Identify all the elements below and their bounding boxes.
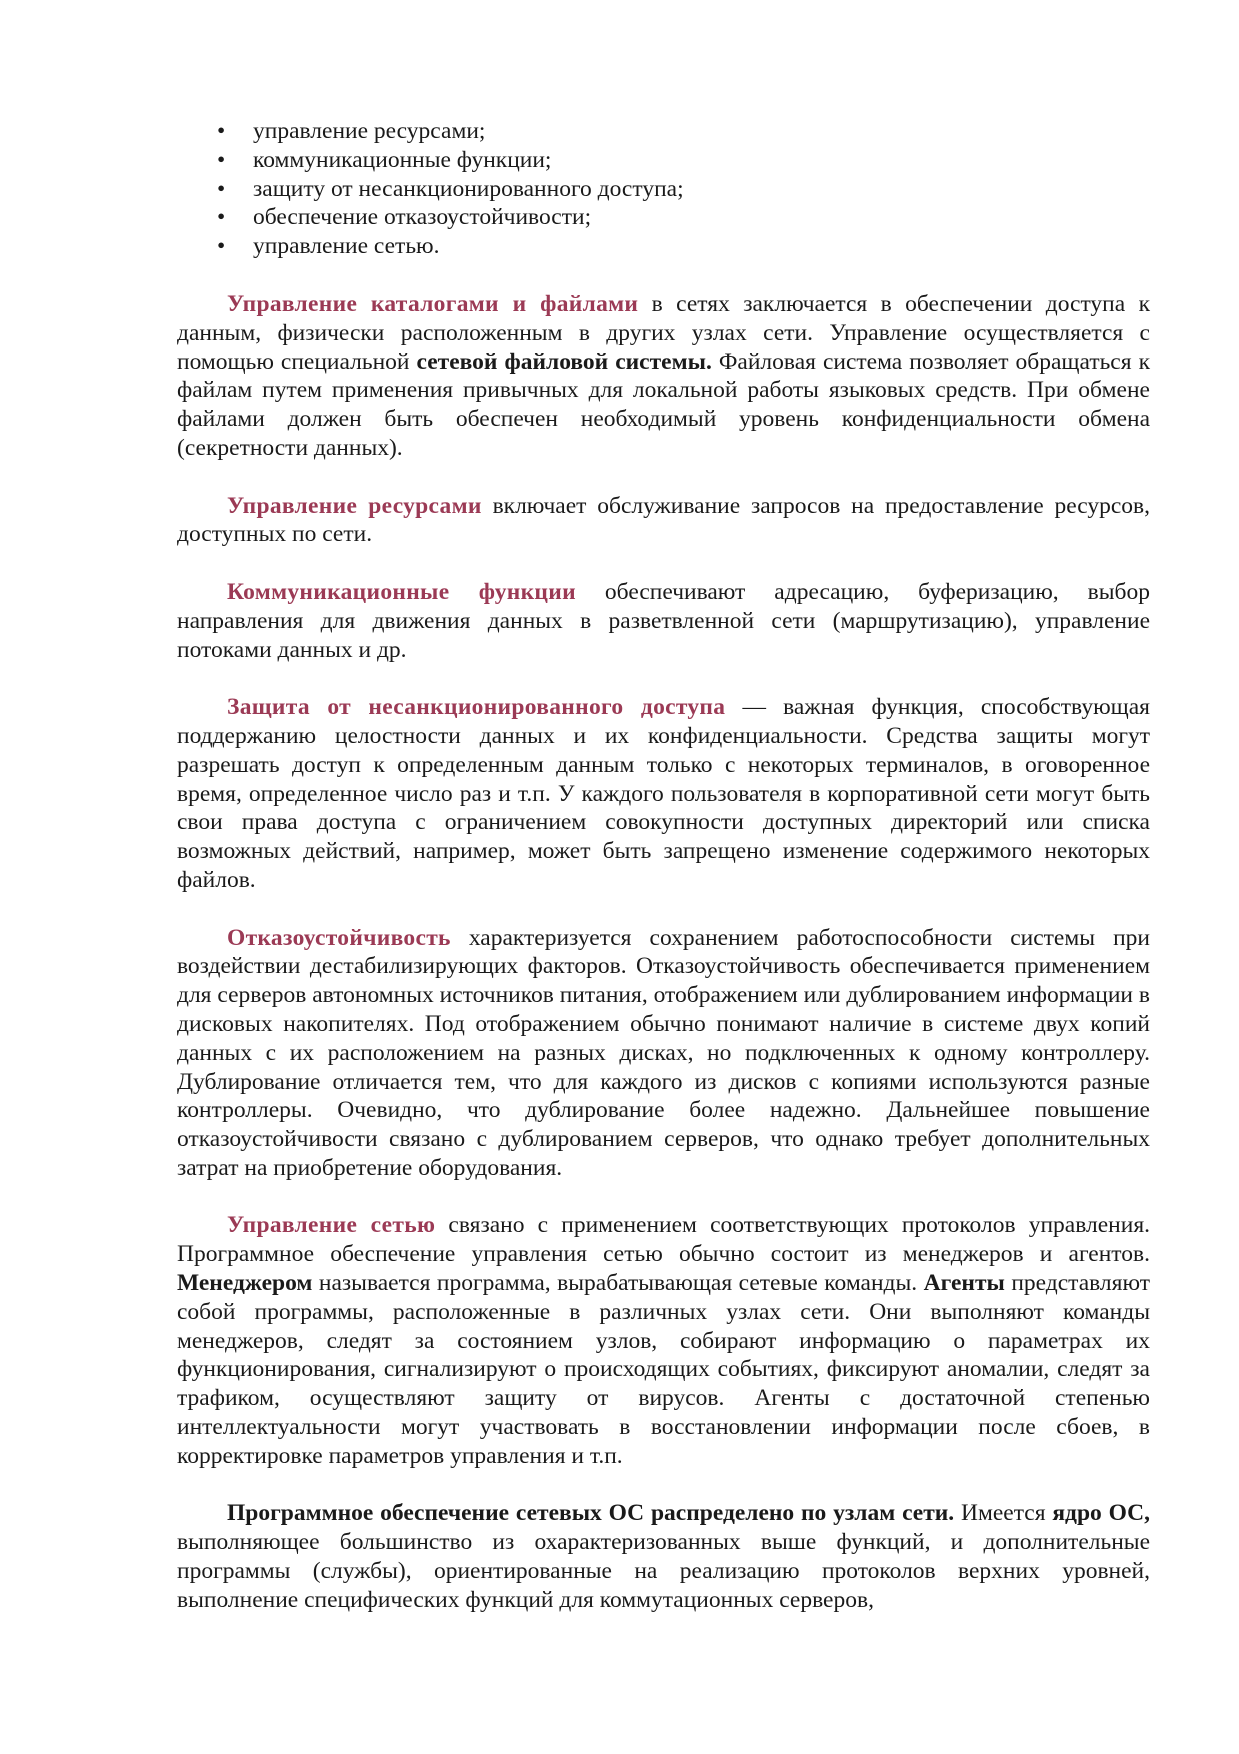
bold-term: Агенты [923,1270,1005,1297]
document-page [177,117,1150,1615]
paragraph-text: обеспечивают адресацию, буферизацию, выбор направления для движения данных в разветвленной сети (маршрутизацию), управление потоками данных и др. [177,578,1151,663]
paragraph-communication-functions [177,578,1150,664]
term-heading: Отказоустойчивость [227,924,451,951]
term-heading: Управление ресурсами [227,492,482,519]
list-item-text: управление ресурсами; [253,118,486,144]
list-item-text: защиту от несанкционированного доступа; [253,175,684,202]
paragraph-text: характеризуется сохранением работоспособности системы при воздействии дестабилизирующих факторов. Отказоустойчивость обеспечивается применением для серверов автономных источников питания, отображением или дублированием информации в дисковых накопителях. Под отображением обычно понимают наличие в системе двух копий данных с их расположением на разных дисках, но подключенных к одному контроллеру. Дублирование отличается тем, что для каждого из дисков с копиями используются разные контроллеры. Очевидно, что дублирование более надежно. Дальнейшее повышение отказоустойчивости связано с дублированием серверов, что однако требует дополнительных затрат на приобретение оборудования. [177,924,1150,1181]
bullet-icon: • [217,146,226,173]
list-item [177,146,1150,175]
list-item-text: коммуникационные функции; [253,146,552,173]
list-item [177,117,1150,146]
bold-term: ядро ОС, [1052,1500,1150,1527]
paragraph-text: — важная функция, способствующая поддержанию целостности данных и их конфиденциальности. Средства защиты могут разрешать доступ к определенным данным только с некоторых терминалов, в оговоренное время, определенное число раз и т.п. У каждого пользователя в корпоративной сети могут быть свои права доступа с ограничением совокупности доступных директорий или списка возможных действий, например, может быть запрещено изменение содержимого некоторых файлов. [177,694,1150,893]
term-heading: Управление каталогами и файлами [227,290,639,317]
paragraph-text: связано с применением соответствующих протоколов управления. Программное обеспечение управления сетью обычно состоит из менеджеров и агентов. [177,1212,1151,1268]
bullet-icon: • [217,233,226,260]
paragraph-fault-tolerance [177,924,1150,1183]
paragraph-text: представляют собой программы, расположенные в различных узлах сети. Они выполняют команды менеджеров, следят за состоянием узлов, собирают информацию о параметрах их функционирования, сигнализируют о происходящих событиях, фиксируют аномалии, следят за трафиком, осуществляют защиту от вирусов. Агенты с достаточной степенью интеллектуальности могут участвовать в восстановлении информации после сбоев, в корректировке параметров управления и т.п. [177,1270,1150,1469]
list-item [177,232,1150,261]
term-heading: Коммуникационные функции [227,578,576,605]
paragraph-text: включает обслуживание запросов на предоставление ресурсов, доступных по сети. [177,492,1150,548]
paragraph-text: называется программа, вырабатывающая сетевые команды. [312,1270,924,1297]
function-list [177,117,1150,261]
paragraph-text: Файловая система позволяет обращаться к файлам путем применения привычных для локальной работы языковых средств. При обмене файлами должен быть обеспечен необходимый уровень конфиденциальности обмена (секретности данных). [177,348,1150,461]
paragraph-text: выполняющее большинство из охарактеризованных выше функций, и дополнительные программы (службы), ориентированные на реализацию протоколов верхних уровней, выполнение специфических функций для коммутационных серверов, [177,1529,1150,1613]
paragraph-resource-management [177,492,1150,550]
paragraph-os-software [177,1499,1150,1614]
term-heading: Защита от несанкционированного доступа [227,694,726,721]
paragraph-file-management [177,290,1150,463]
paragraph-text: в сетях заключается в обеспечении доступа к данным, физически расположенным в других узлах сети. Управление осуществляется с помощью специальной [177,290,1150,375]
bold-statement: Программное обеспечение сетевых ОС распределено по узлам сети. [227,1500,955,1527]
bold-term: сетевой файловой системы. [416,348,712,375]
paragraph-network-management [177,1211,1150,1470]
paragraph-access-protection [177,693,1150,895]
term-heading: Управление сетью [227,1212,436,1239]
paragraph-text: Имеется [954,1500,1053,1527]
bullet-icon: • [217,118,226,144]
list-item-text: обеспечение отказоустойчивости; [253,204,592,231]
bold-term: Менеджером [177,1270,313,1297]
list-item [177,175,1150,204]
bullet-icon: • [217,175,226,202]
list-item [177,203,1150,232]
bullet-icon: • [217,204,226,231]
list-item-text: управление сетью. [253,233,440,260]
